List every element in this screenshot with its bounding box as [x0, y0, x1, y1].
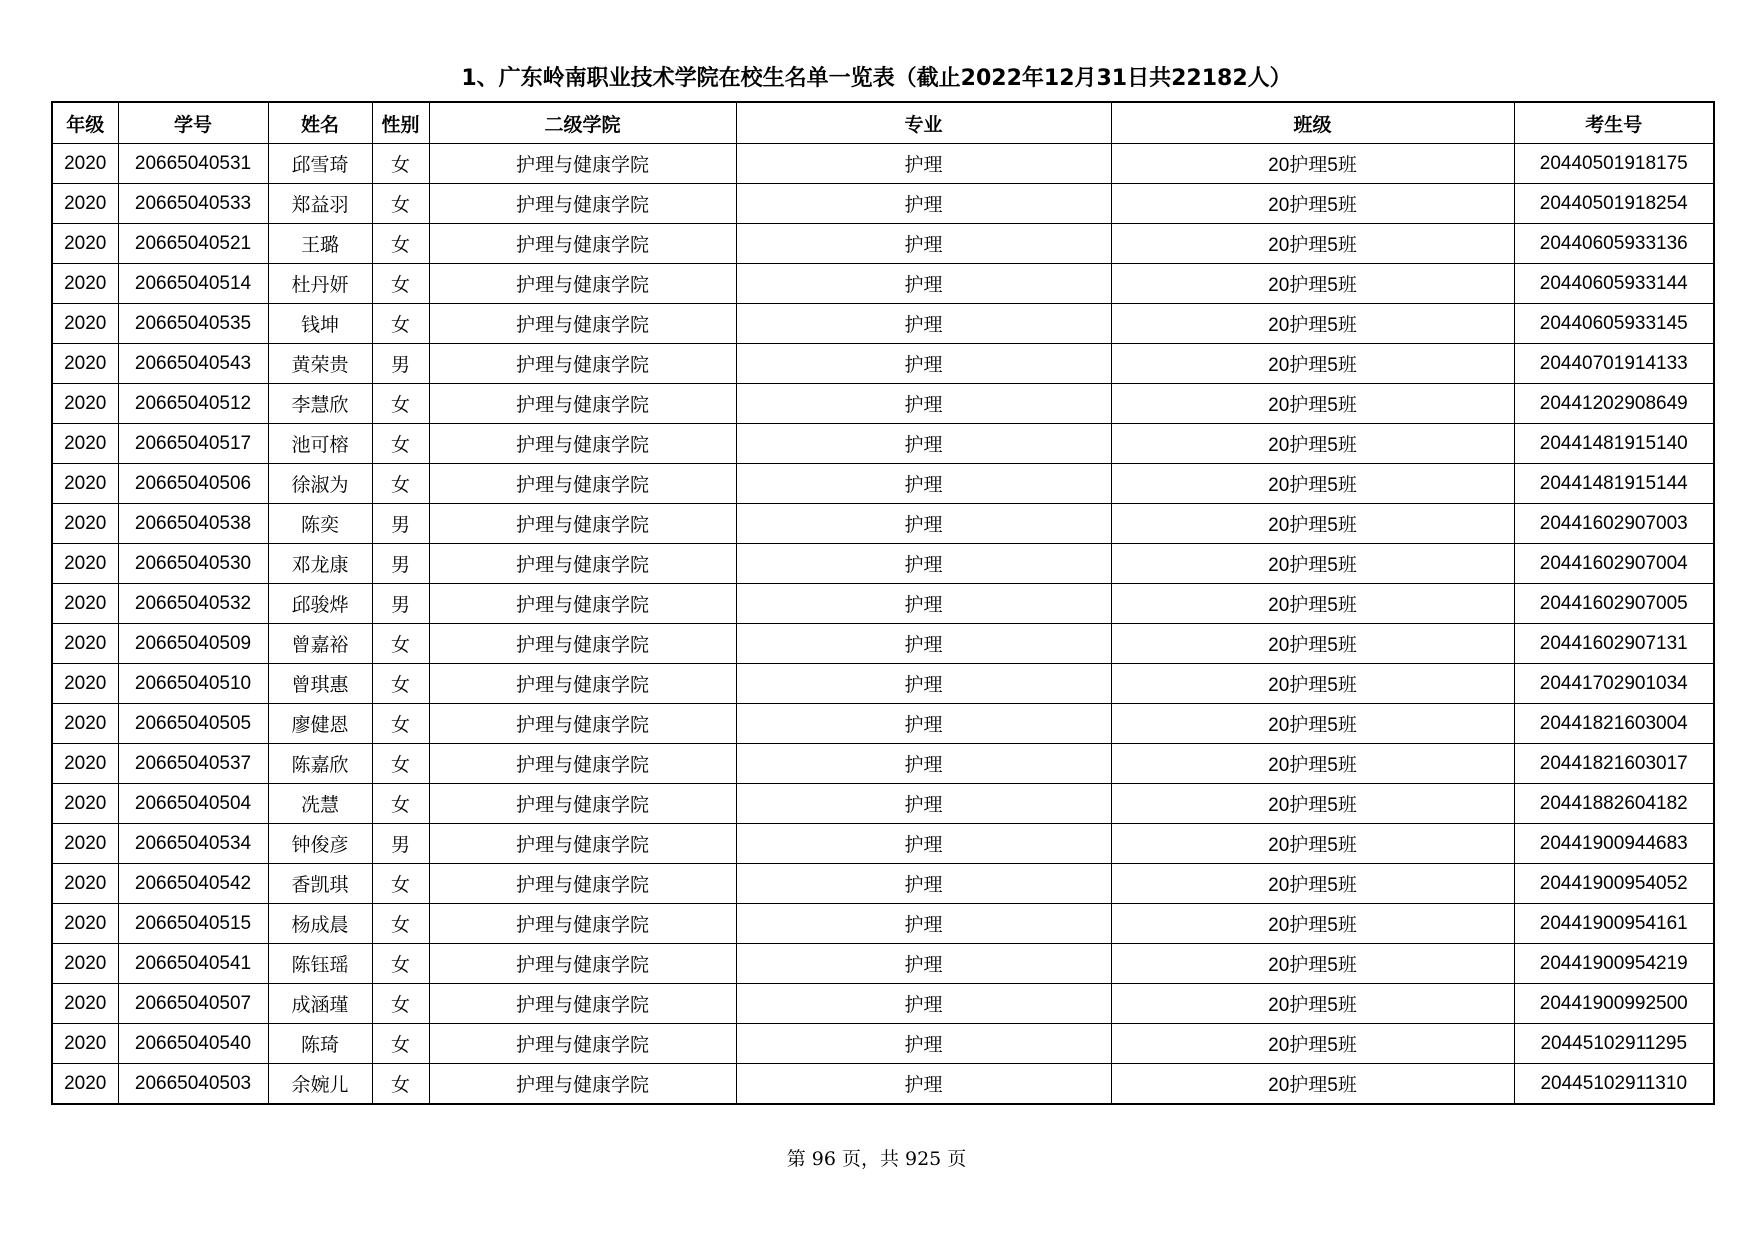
student-id-cell: 20665040530 [118, 544, 268, 584]
major-cell: 护理 [736, 824, 1111, 864]
college-cell: 护理与健康学院 [429, 784, 736, 824]
major-cell: 护理 [736, 584, 1111, 624]
class-cell: 20护理5班 [1111, 944, 1514, 984]
exam-id-cell: 20441882604182 [1514, 784, 1714, 824]
column-header-student-id: 学号 [118, 102, 268, 144]
gender-cell: 女 [372, 664, 429, 704]
grade-cell: 2020 [52, 744, 118, 784]
grade-cell: 2020 [52, 784, 118, 824]
name-cell: 邱骏烨 [268, 584, 372, 624]
exam-id-cell: 20440501918175 [1514, 144, 1714, 184]
table-row [52, 464, 1714, 504]
table-row [52, 704, 1714, 744]
column-header-major: 专业 [736, 102, 1111, 144]
college-cell: 护理与健康学院 [429, 344, 736, 384]
major-cell: 护理 [736, 624, 1111, 664]
table-row [52, 264, 1714, 304]
grade-cell: 2020 [52, 184, 118, 224]
exam-id-cell: 20440605933144 [1514, 264, 1714, 304]
table-row [52, 384, 1714, 424]
student-id-cell: 20665040517 [118, 424, 268, 464]
name-cell: 曾嘉裕 [268, 624, 372, 664]
student-id-cell: 20665040506 [118, 464, 268, 504]
major-cell: 护理 [736, 264, 1111, 304]
major-cell: 护理 [736, 1064, 1111, 1105]
major-cell: 护理 [736, 984, 1111, 1024]
exam-id-cell: 20441900954052 [1514, 864, 1714, 904]
gender-cell: 男 [372, 584, 429, 624]
student-id-cell: 20665040542 [118, 864, 268, 904]
gender-cell: 女 [372, 1024, 429, 1064]
gender-cell: 女 [372, 304, 429, 344]
college-cell: 护理与健康学院 [429, 744, 736, 784]
gender-cell: 女 [372, 144, 429, 184]
name-cell: 池可榕 [268, 424, 372, 464]
exam-id-cell: 20441900944683 [1514, 824, 1714, 864]
exam-id-cell: 20441821603004 [1514, 704, 1714, 744]
exam-id-cell: 20440605933145 [1514, 304, 1714, 344]
student-id-cell: 20665040540 [118, 1024, 268, 1064]
table-row [52, 544, 1714, 584]
major-cell: 护理 [736, 464, 1111, 504]
major-cell: 护理 [736, 144, 1111, 184]
college-cell: 护理与健康学院 [429, 584, 736, 624]
student-id-cell: 20665040533 [118, 184, 268, 224]
major-cell: 护理 [736, 224, 1111, 264]
table-row [52, 224, 1714, 264]
student-id-cell: 20665040503 [118, 1064, 268, 1105]
college-cell: 护理与健康学院 [429, 504, 736, 544]
college-cell: 护理与健康学院 [429, 184, 736, 224]
class-cell: 20护理5班 [1111, 784, 1514, 824]
major-cell: 护理 [736, 384, 1111, 424]
class-cell: 20护理5班 [1111, 304, 1514, 344]
college-cell: 护理与健康学院 [429, 1024, 736, 1064]
class-cell: 20护理5班 [1111, 504, 1514, 544]
gender-cell: 女 [372, 224, 429, 264]
college-cell: 护理与健康学院 [429, 144, 736, 184]
grade-cell: 2020 [52, 464, 118, 504]
name-cell: 陈奕 [268, 504, 372, 544]
table-row [52, 504, 1714, 544]
gender-cell: 男 [372, 544, 429, 584]
grade-cell: 2020 [52, 984, 118, 1024]
table-row [52, 864, 1714, 904]
student-id-cell: 20665040537 [118, 744, 268, 784]
table-row [52, 584, 1714, 624]
column-header-grade: 年级 [52, 102, 118, 144]
major-cell: 护理 [736, 744, 1111, 784]
student-id-cell: 20665040504 [118, 784, 268, 824]
gender-cell: 男 [372, 824, 429, 864]
name-cell: 冼慧 [268, 784, 372, 824]
major-cell: 护理 [736, 304, 1111, 344]
college-cell: 护理与健康学院 [429, 824, 736, 864]
gender-cell: 女 [372, 464, 429, 504]
student-id-cell: 20665040541 [118, 944, 268, 984]
name-cell: 陈嘉欣 [268, 744, 372, 784]
student-id-cell: 20665040535 [118, 304, 268, 344]
class-cell: 20护理5班 [1111, 584, 1514, 624]
grade-cell: 2020 [52, 824, 118, 864]
student-id-cell: 20665040531 [118, 144, 268, 184]
grade-cell: 2020 [52, 544, 118, 584]
grade-cell: 2020 [52, 224, 118, 264]
name-cell: 成涵瑾 [268, 984, 372, 1024]
table-row [52, 1024, 1714, 1064]
exam-id-cell: 20445102911310 [1514, 1064, 1714, 1105]
college-cell: 护理与健康学院 [429, 424, 736, 464]
student-id-cell: 20665040538 [118, 504, 268, 544]
student-id-cell: 20665040515 [118, 904, 268, 944]
major-cell: 护理 [736, 944, 1111, 984]
name-cell: 黄荣贵 [268, 344, 372, 384]
student-id-cell: 20665040510 [118, 664, 268, 704]
gender-cell: 女 [372, 704, 429, 744]
grade-cell: 2020 [52, 264, 118, 304]
name-cell: 王璐 [268, 224, 372, 264]
college-cell: 护理与健康学院 [429, 464, 736, 504]
column-header-name: 姓名 [268, 102, 372, 144]
class-cell: 20护理5班 [1111, 184, 1514, 224]
grade-cell: 2020 [52, 1064, 118, 1105]
class-cell: 20护理5班 [1111, 904, 1514, 944]
grade-cell: 2020 [52, 704, 118, 744]
gender-cell: 男 [372, 504, 429, 544]
grade-cell: 2020 [52, 504, 118, 544]
class-cell: 20护理5班 [1111, 224, 1514, 264]
exam-id-cell: 20441900992500 [1514, 984, 1714, 1024]
exam-id-cell: 20441481915140 [1514, 424, 1714, 464]
gender-cell: 男 [372, 344, 429, 384]
gender-cell: 女 [372, 984, 429, 1024]
name-cell: 钱坤 [268, 304, 372, 344]
grade-cell: 2020 [52, 304, 118, 344]
exam-id-cell: 20441481915144 [1514, 464, 1714, 504]
grade-cell: 2020 [52, 424, 118, 464]
exam-id-cell: 20440605933136 [1514, 224, 1714, 264]
college-cell: 护理与健康学院 [429, 1064, 736, 1105]
student-id-cell: 20665040543 [118, 344, 268, 384]
college-cell: 护理与健康学院 [429, 984, 736, 1024]
exam-id-cell: 20440501918254 [1514, 184, 1714, 224]
college-cell: 护理与健康学院 [429, 944, 736, 984]
column-header-class: 班级 [1111, 102, 1514, 144]
name-cell: 杨成晨 [268, 904, 372, 944]
table-row [52, 944, 1714, 984]
exam-id-cell: 20441602907131 [1514, 624, 1714, 664]
gender-cell: 女 [372, 384, 429, 424]
name-cell: 余婉儿 [268, 1064, 372, 1105]
major-cell: 护理 [736, 544, 1111, 584]
grade-cell: 2020 [52, 1024, 118, 1064]
gender-cell: 女 [372, 944, 429, 984]
student-id-cell: 20665040532 [118, 584, 268, 624]
student-id-cell: 20665040505 [118, 704, 268, 744]
exam-id-cell: 20441602907005 [1514, 584, 1714, 624]
header-row [52, 102, 1714, 144]
name-cell: 邱雪琦 [268, 144, 372, 184]
class-cell: 20护理5班 [1111, 704, 1514, 744]
college-cell: 护理与健康学院 [429, 624, 736, 664]
class-cell: 20护理5班 [1111, 424, 1514, 464]
document-title: 1、广东岭南职业技术学院在校生名单一览表（截止2022年12月31日共22182人） [461, 66, 1292, 91]
table-row [52, 904, 1714, 944]
student-id-cell: 20665040514 [118, 264, 268, 304]
table-row [52, 664, 1714, 704]
college-cell: 护理与健康学院 [429, 544, 736, 584]
gender-cell: 女 [372, 264, 429, 304]
grade-cell: 2020 [52, 344, 118, 384]
major-cell: 护理 [736, 344, 1111, 384]
name-cell: 曾琪惠 [268, 664, 372, 704]
grade-cell: 2020 [52, 144, 118, 184]
table-body [52, 144, 1714, 1105]
column-header-college: 二级学院 [429, 102, 736, 144]
exam-id-cell: 20445102911295 [1514, 1024, 1714, 1064]
exam-id-cell: 20441702901034 [1514, 664, 1714, 704]
table-row [52, 144, 1714, 184]
grade-cell: 2020 [52, 944, 118, 984]
class-cell: 20护理5班 [1111, 144, 1514, 184]
gender-cell: 女 [372, 784, 429, 824]
grade-cell: 2020 [52, 664, 118, 704]
class-cell: 20护理5班 [1111, 264, 1514, 304]
student-id-cell: 20665040512 [118, 384, 268, 424]
name-cell: 邓龙康 [268, 544, 372, 584]
name-cell: 杜丹妍 [268, 264, 372, 304]
class-cell: 20护理5班 [1111, 984, 1514, 1024]
gender-cell: 女 [372, 184, 429, 224]
college-cell: 护理与健康学院 [429, 904, 736, 944]
major-cell: 护理 [736, 184, 1111, 224]
grade-cell: 2020 [52, 384, 118, 424]
name-cell: 香凯琪 [268, 864, 372, 904]
college-cell: 护理与健康学院 [429, 384, 736, 424]
table-row [52, 184, 1714, 224]
exam-id-cell: 20441602907003 [1514, 504, 1714, 544]
column-header-gender: 性别 [372, 102, 429, 144]
name-cell: 徐淑为 [268, 464, 372, 504]
college-cell: 护理与健康学院 [429, 224, 736, 264]
name-cell: 陈钰瑶 [268, 944, 372, 984]
table-row [52, 784, 1714, 824]
college-cell: 护理与健康学院 [429, 704, 736, 744]
student-id-cell: 20665040521 [118, 224, 268, 264]
class-cell: 20护理5班 [1111, 464, 1514, 504]
gender-cell: 女 [372, 864, 429, 904]
exam-id-cell: 20441900954219 [1514, 944, 1714, 984]
name-cell: 陈琦 [268, 1024, 372, 1064]
student-id-cell: 20665040534 [118, 824, 268, 864]
class-cell: 20护理5班 [1111, 1064, 1514, 1105]
exam-id-cell: 20440701914133 [1514, 344, 1714, 384]
student-roster-table [51, 101, 1715, 1105]
exam-id-cell: 20441202908649 [1514, 384, 1714, 424]
table-row [52, 1064, 1714, 1105]
college-cell: 护理与健康学院 [429, 664, 736, 704]
exam-id-cell: 20441821603017 [1514, 744, 1714, 784]
page-footer: 第 96 页，共 925 页 [786, 1148, 967, 1170]
table-row [52, 984, 1714, 1024]
class-cell: 20护理5班 [1111, 744, 1514, 784]
major-cell: 护理 [736, 904, 1111, 944]
major-cell: 护理 [736, 704, 1111, 744]
class-cell: 20护理5班 [1111, 824, 1514, 864]
name-cell: 李慧欣 [268, 384, 372, 424]
name-cell: 钟俊彦 [268, 824, 372, 864]
major-cell: 护理 [736, 424, 1111, 464]
grade-cell: 2020 [52, 864, 118, 904]
class-cell: 20护理5班 [1111, 864, 1514, 904]
gender-cell: 女 [372, 424, 429, 464]
gender-cell: 女 [372, 1064, 429, 1105]
class-cell: 20护理5班 [1111, 344, 1514, 384]
college-cell: 护理与健康学院 [429, 304, 736, 344]
class-cell: 20护理5班 [1111, 1024, 1514, 1064]
class-cell: 20护理5班 [1111, 624, 1514, 664]
table-row [52, 344, 1714, 384]
college-cell: 护理与健康学院 [429, 864, 736, 904]
grade-cell: 2020 [52, 624, 118, 664]
grade-cell: 2020 [52, 904, 118, 944]
college-cell: 护理与健康学院 [429, 264, 736, 304]
major-cell: 护理 [736, 784, 1111, 824]
name-cell: 廖健恩 [268, 704, 372, 744]
gender-cell: 女 [372, 904, 429, 944]
class-cell: 20护理5班 [1111, 384, 1514, 424]
exam-id-cell: 20441900954161 [1514, 904, 1714, 944]
table-row [52, 424, 1714, 464]
major-cell: 护理 [736, 864, 1111, 904]
student-id-cell: 20665040509 [118, 624, 268, 664]
major-cell: 护理 [736, 1024, 1111, 1064]
major-cell: 护理 [736, 664, 1111, 704]
gender-cell: 女 [372, 624, 429, 664]
table-row [52, 744, 1714, 784]
name-cell: 郑益羽 [268, 184, 372, 224]
student-id-cell: 20665040507 [118, 984, 268, 1024]
table-row [52, 624, 1714, 664]
column-header-exam-id: 考生号 [1514, 102, 1714, 144]
class-cell: 20护理5班 [1111, 544, 1514, 584]
exam-id-cell: 20441602907004 [1514, 544, 1714, 584]
major-cell: 护理 [736, 504, 1111, 544]
table-row [52, 304, 1714, 344]
table-row [52, 824, 1714, 864]
gender-cell: 女 [372, 744, 429, 784]
class-cell: 20护理5班 [1111, 664, 1514, 704]
grade-cell: 2020 [52, 584, 118, 624]
